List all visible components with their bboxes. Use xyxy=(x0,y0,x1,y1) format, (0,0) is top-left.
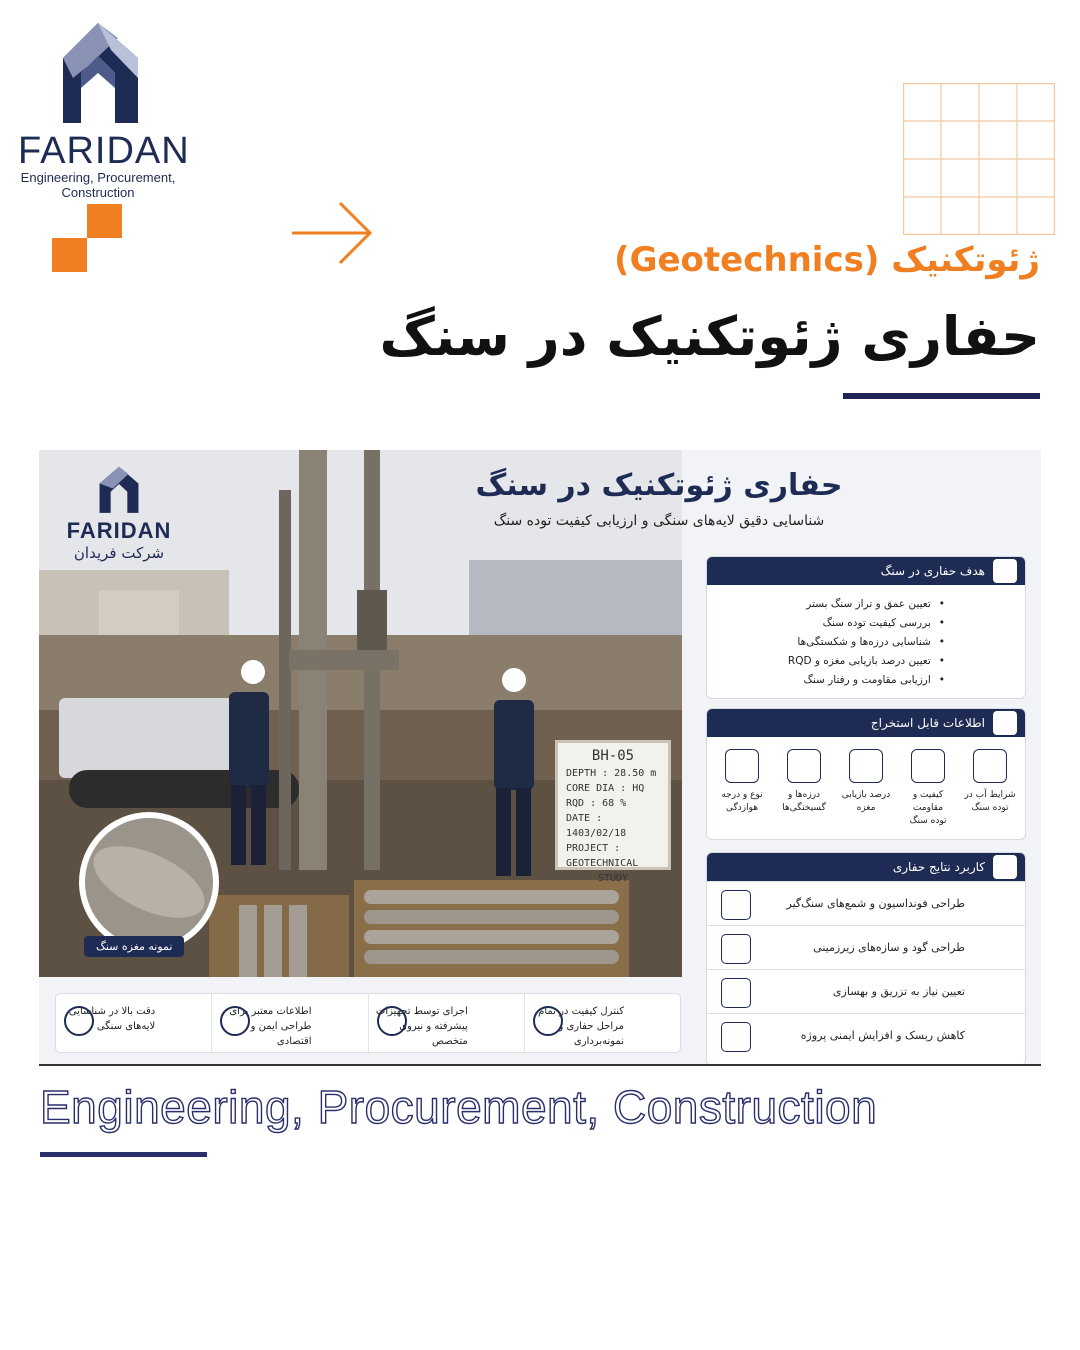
info-item-line2: گسیختگی‌ها xyxy=(782,803,826,813)
borehole-id: BH-05 xyxy=(591,748,635,764)
water-drop-icon xyxy=(973,749,1007,783)
info-item-line1: کیفیت و مقاومت xyxy=(912,790,944,813)
gear-icon xyxy=(993,855,1017,879)
info-item-line2: توده سنگ xyxy=(909,816,947,826)
list-item: • تعیین درصد بازیابی مغزه و RQD xyxy=(707,652,945,671)
use-card xyxy=(706,852,1026,1066)
poster-logo xyxy=(59,464,179,562)
orange-square-2 xyxy=(52,238,87,272)
arrow-right-icon xyxy=(290,200,374,266)
strip-item xyxy=(211,994,367,1052)
brand-tagline-2: Construction xyxy=(61,185,135,200)
faridan-logo-mark xyxy=(43,18,153,128)
poster-title: حفاری ژئوتکنیک در سنگ xyxy=(475,468,843,503)
poster-subtitle: شناسایی دقیق لایه‌های سنگی و ارزیابی کیفیت توده سنگ xyxy=(493,513,825,529)
info-item-line1: درصد بازیابی xyxy=(841,790,891,800)
info-item xyxy=(961,749,1019,828)
goal-list xyxy=(707,585,1025,690)
tunnel-icon xyxy=(721,934,751,964)
brand-logo xyxy=(18,18,190,200)
epc-outline-text: Engineering, Procurement, Construction xyxy=(40,1081,878,1133)
use-row xyxy=(707,1013,1025,1057)
shield-check-icon xyxy=(721,978,751,1008)
goal-card xyxy=(706,556,1026,699)
section-subtitle: ژئوتکنیک (Geotechnics) xyxy=(614,240,1040,280)
page-title: حفاری ژئوتکنیک در سنگ xyxy=(379,305,1040,368)
decorative-grid xyxy=(903,83,1055,235)
sign-core-dia: CORE DIA : HQ xyxy=(566,783,645,794)
info-item-line2: هوازدگی xyxy=(725,803,759,813)
info-item xyxy=(775,749,833,828)
info-card-title: اطلاعات قابل استخراج xyxy=(870,716,985,730)
clipboard-icon xyxy=(721,1022,751,1052)
brand-name: FARIDAN xyxy=(18,130,190,172)
info-item-line1: شرایط آب در xyxy=(964,790,1016,800)
infographic-poster xyxy=(39,450,1041,1066)
info-item-line1: درزه‌ها و xyxy=(787,790,821,800)
info-item xyxy=(899,749,957,828)
target-icon xyxy=(993,559,1017,583)
shield-check-icon xyxy=(911,749,945,783)
list-item: • شناسایی درزه‌ها و شکستگی‌ها xyxy=(707,633,945,652)
strip-line1: اجرای توسط تجهیزات xyxy=(375,1006,468,1017)
title-underline xyxy=(843,393,1040,399)
sign-date: DATE : 1403/02/18 xyxy=(566,813,627,839)
orange-square-1 xyxy=(87,204,122,238)
weathering-icon xyxy=(725,749,759,783)
use-row xyxy=(707,881,1025,925)
info-item xyxy=(837,749,895,828)
core-cylinder-icon xyxy=(849,749,883,783)
info-items xyxy=(707,737,1025,828)
core-sample-badge: نمونه مغزه سنگ xyxy=(84,936,184,957)
info-item-line2: توده سنگ xyxy=(971,803,1009,813)
use-row xyxy=(707,925,1025,969)
strip-line1: دقت بالا در شناسایی xyxy=(68,1006,156,1017)
info-card-header xyxy=(707,709,1025,737)
list-item: • تعیین عمق و تراز سنگ بستر xyxy=(707,595,945,614)
sign-study: STUDY xyxy=(597,873,629,884)
features-strip xyxy=(55,993,681,1053)
strip-line2: پیشرفته و نیروی متخصص xyxy=(399,1021,468,1047)
use-card-header xyxy=(707,853,1025,881)
strip-line1: اطلاعات معتبر برای xyxy=(229,1006,312,1017)
strip-line2: مراحل حفاری و نمونه‌برداری xyxy=(558,1021,624,1047)
strip-item xyxy=(368,994,524,1052)
sign-project: PROJECT : GEOTECHNICAL xyxy=(566,843,639,869)
building-icon xyxy=(721,890,751,920)
info-card xyxy=(706,708,1026,840)
target-icon xyxy=(64,1006,94,1036)
award-icon xyxy=(377,1006,407,1036)
fracture-icon xyxy=(787,749,821,783)
sign-depth: DEPTH : 28.50 m xyxy=(566,768,657,779)
use-row xyxy=(707,969,1025,1013)
strip-line1: کنترل کیفیت در تمام xyxy=(538,1006,624,1017)
sign-rqd: RQD : 68 % xyxy=(566,798,627,809)
borehole-sign xyxy=(555,740,671,884)
poster-logo-name: FARIDAN xyxy=(66,518,172,543)
goal-card-header xyxy=(707,557,1025,585)
drilling-site-photo xyxy=(39,450,682,977)
strip-line2: لایه‌های سنگی xyxy=(96,1021,156,1032)
info-item xyxy=(713,749,771,828)
strip-line2: طراحی ایمن و اقتصادی xyxy=(250,1021,312,1047)
bar-chart-icon xyxy=(993,711,1017,735)
strip-item xyxy=(524,994,680,1052)
info-item-line1: نوع و درجه xyxy=(721,790,763,800)
goal-card-title: هدف حفاری در سنگ xyxy=(880,564,985,578)
use-card-title: کاربرد نتایج حفاری xyxy=(892,860,985,874)
poster-company-name: شرکت فریدان xyxy=(73,544,165,562)
use-row-label: کاهش ریسک و افزایش ایمنی پروژه xyxy=(800,1029,965,1042)
strip-item xyxy=(56,994,211,1052)
epc-underline xyxy=(40,1152,207,1157)
info-item-line2: مغزه xyxy=(856,803,876,813)
list-item: • بررسی کیفیت توده سنگ xyxy=(707,614,945,633)
use-row-label: طراحی فونداسیون و شمع‌های سنگ‌گیر xyxy=(786,897,965,910)
brand-tagline-1: Engineering, Procurement, xyxy=(20,170,176,185)
list-item: • ارزیابی مقاومت و رفتار سنگ xyxy=(707,671,945,690)
check-circle-icon xyxy=(533,1006,563,1036)
use-row-label: تعیین نیاز به تزریق و بهسازی xyxy=(832,985,965,998)
poster-header xyxy=(439,468,879,529)
use-row-label: طراحی گود و سازه‌های زیرزمینی xyxy=(813,941,965,954)
poster-logo-mark xyxy=(87,464,151,514)
